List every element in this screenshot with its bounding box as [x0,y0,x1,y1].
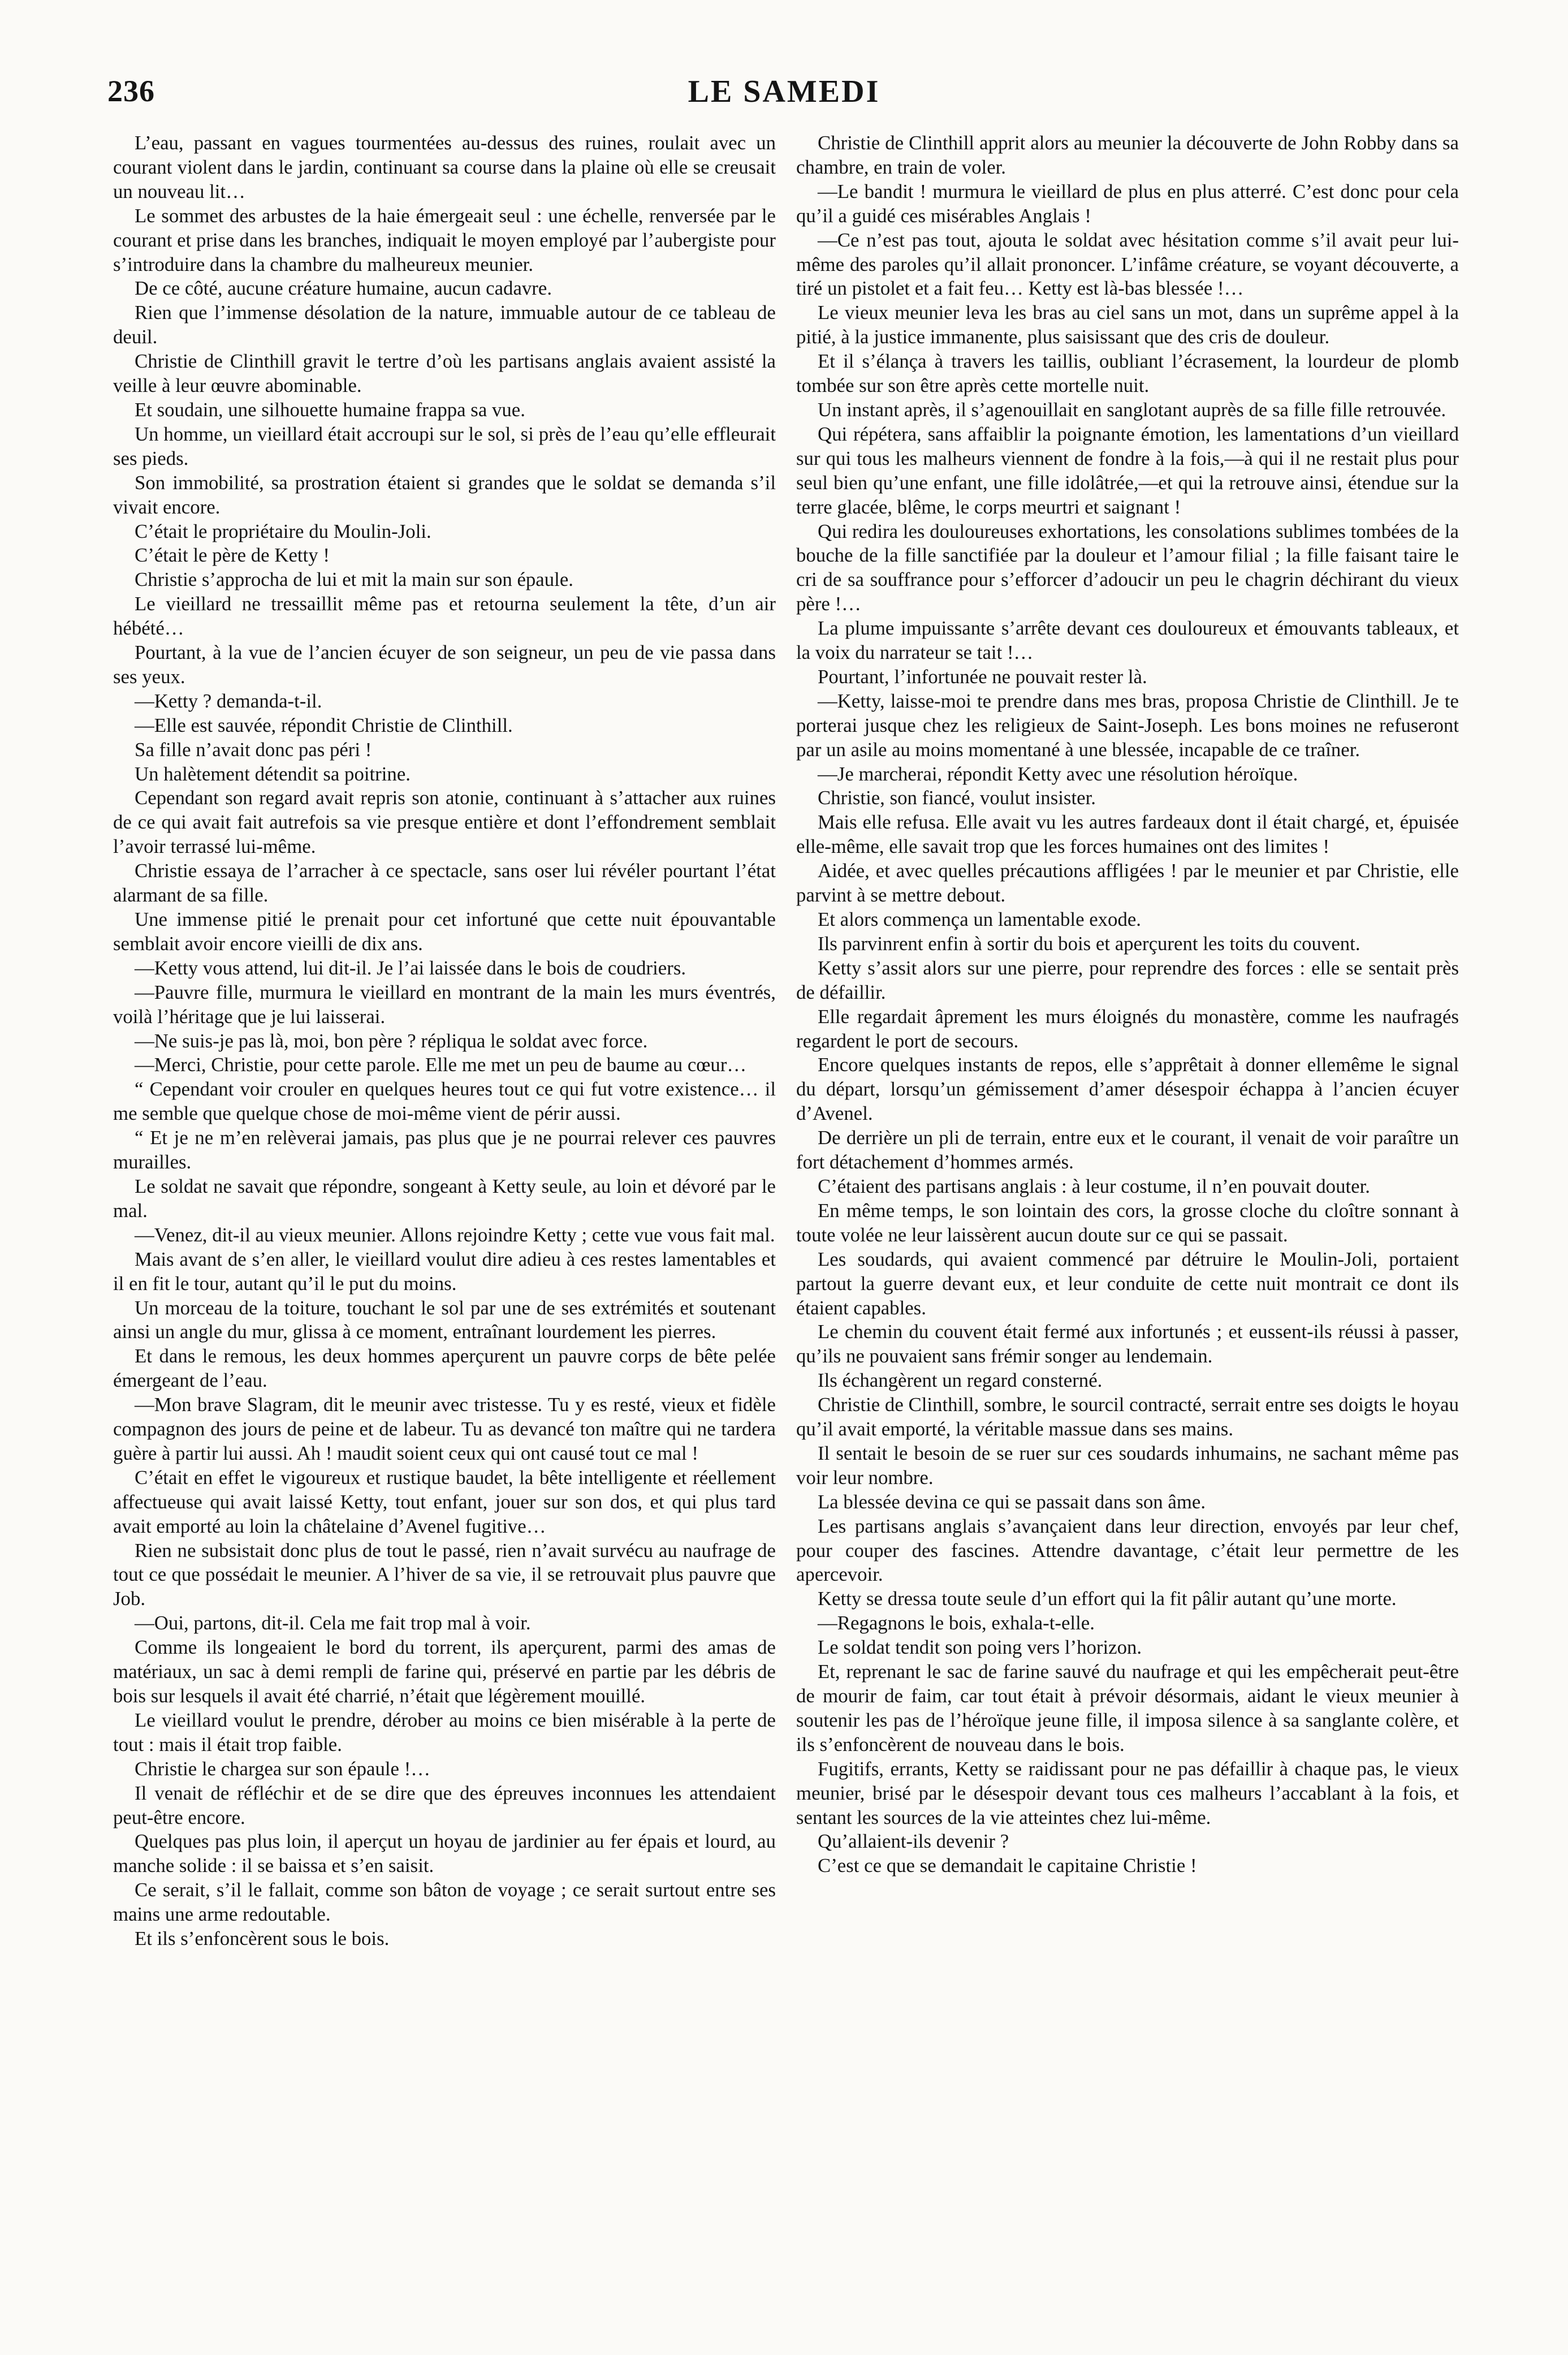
paragraph: —Ketty vous attend, lui dit-il. Je l’ai laissée dans le bois de coudriers. [135,956,686,979]
paragraph: Un instant après, il s’agenouillait en sanglotant auprès de sa fille fille retrouvée. [818,398,1446,421]
paragraph: La plume impuissante s’arrête devant ces douloureux et émouvants tableaux, et la voix du narrateur se tait !… [796,617,1459,664]
paragraph: C’était le père de Ketty ! [135,544,330,567]
paragraph: Un halètement détendit sa poitrine. [135,762,411,785]
paragraph: Ils échangèrent un regard consterné. [818,1369,1103,1392]
paragraph: Christie s’approcha de lui et mit la main sur son épaule. [135,568,573,591]
paragraph: Et alors commença un lamentable exode. [818,908,1141,930]
paragraph: Christie de Clinthill, sombre, le sourcil contracté, serrait entre ses doigts le hoyau qu’il avait emporté, la véritable massue dans ses mains. [796,1394,1459,1440]
paragraph: —Ne suis-je pas là, moi, bon père ? répliqua le soldat avec force. [135,1029,648,1052]
paragraph: —Le bandit ! murmura le vieillard de plus en plus atterré. C’est donc pour cela qu’il a guidé ces misérables Anglais ! [796,180,1459,227]
paragraph: —Ketty ? demanda-t-il. [135,689,322,712]
paragraph: Rien que l’immense désolation de la nature, immuable autour de ce tableau de deuil. [113,301,776,348]
paragraph: —Merci, Christie, pour cette parole. Elle me met un peu de baume au cœur… [135,1054,747,1076]
paragraph: Ce serait, s’il le fallait, comme son bâton de voyage ; ce serait surtout entre ses mains une arme redoutable. [113,1879,776,1926]
paragraph: —Pauvre fille, murmura le vieillard en montrant de la main les murs éventrés, voilà l’héritage que je lui laisserai. [113,981,776,1028]
paragraph: Mais elle refusa. Elle avait vu les autres fardeaux dont il était chargé, et, épuisée elle-même, elle savait trop que les forces humaines ont des limites ! [796,811,1459,858]
journal-title: LE SAMEDI [688,74,880,109]
paragraph: Christie essaya de l’arracher à ce spectacle, sans oser lui révéler pourtant l’état alarmant de sa fille. [113,860,776,907]
paragraph: C’était en effet le vigoureux et rustique baudet, la bête intelligente et réellement affectueuse qui avait laissé Ketty, tout enfant, jouer sur son dos, et qui plus tard avait emporté au loin la châtelaine d’Avenel fugitive… [113,1466,776,1537]
paragraph: Et dans le remous, les deux hommes aperçurent un pauvre corps de bête pelée émergeant de l’eau. [113,1345,776,1392]
paragraph: Christie de Clinthill gravit le tertre d’où les partisans anglais avaient assisté la veille à leur œuvre abominable. [113,350,776,397]
paragraph: Encore quelques instants de repos, elle s’apprêtait à donner ellemême le signal du départ, lorsqu’un gémissement d’amer désespoir échappa à l’ancien écuyer d’Avenel. [796,1054,1459,1125]
page-number: 236 [107,74,155,108]
paragraph: Le chemin du couvent était fermé aux infortunés ; et eussent-ils réussi à passer, qu’ils ne pouvaient sans frémir songer au lendemain. [796,1321,1459,1368]
paragraph: Ils parvinrent enfin à sortir du bois et aperçurent les toits du couvent. [818,932,1360,955]
paragraph: —Elle est sauvée, répondit Christie de Clinthill. [135,714,513,736]
paragraph: “ Cependant voir crouler en quelques heures tout ce qui fut votre existence… il me semble que quelque chose de moi-même vient de périr aussi. [113,1078,776,1125]
paragraph: Ketty s’assit alors sur une pierre, pour reprendre des forces : elle se sentait près de défaillir. [796,956,1459,1003]
paragraph: Fugitifs, errants, Ketty se raidissant pour ne pas défaillir à chaque pas, le vieux meunier, brisé par le désespoir devant tous ces malheurs l’accablant à la fois, et sentant les sources de la vie atteintes chez lui-même. [796,1757,1459,1828]
paragraph: Un homme, un vieillard était accroupi sur le sol, si près de l’eau qu’elle effleurait ses pieds. [113,422,776,469]
paragraph: Et il s’élança à travers les taillis, oubliant l’écrasement, la lourdeur de plomb tombée sur son être après cette mortelle nuit. [796,350,1459,397]
paragraph: Qui redira les douloureuses exhortations, les consolations sublimes tombées de la bouche de la fille sanctifiée par la douleur et l’amour filial ; la fille faisant taire le cri de sa souffrance pour s’efforcer d’adoucir un peu le chagrin déchirant du vieux père !… [796,520,1459,615]
paragraph: C’était le propriétaire du Moulin-Joli. [135,520,431,542]
paragraph: Les partisans anglais s’avançaient dans leur direction, envoyés par leur chef, pour couper des fascines. Attendre davantage, c’était leur permettre de les apercevoir. [796,1515,1459,1586]
paragraph: Les soudards, qui avaient commencé par détruire le Moulin-Joli, portaient partout la guerre devant eux, et leur conduite de cette nuit montrait ce dont ils étaient capables. [796,1248,1459,1319]
paragraph: Cependant son regard avait repris son atonie, continuant à s’attacher aux ruines de ce qui avait fait autrefois sa vie presque entière et dont l’effondrement semblait l’avoir terrassé lui-même. [113,787,776,858]
paragraph: Une immense pitié le prenait pour cet infortuné que cette nuit épouvantable semblait avoir encore vieilli de dix ans. [113,908,776,955]
paragraph: Aidée, et avec quelles précautions affligées ! par le meunier et par Christie, elle parvint à se mettre debout. [796,860,1459,907]
paragraph: —Ce n’est pas tout, ajouta le soldat avec hésitation comme s’il avait peur lui-même des paroles qu’il allait prononcer. L’infâme créature, se voyant découverte, a tiré un pistolet et a fait feu… Ketty est là-bas blessée !… [796,228,1459,300]
paragraph: —Oui, partons, dit-il. Cela me fait trop mal à voir. [135,1612,531,1634]
paragraph: Et ils s’enfoncèrent sous le bois. [135,1927,390,1950]
paragraph: Son immobilité, sa prostration étaient si grandes que le soldat se demanda s’il vivait encore. [113,471,776,518]
paragraph: Christie le chargea sur son épaule !… [135,1757,431,1780]
paragraph: Elle regardait âprement les murs éloignés du monastère, comme les naufragés regardent le port de secours. [796,1005,1459,1052]
paragraph: Comme ils longeaient le bord du torrent, ils aperçurent, parmi des amas de matériaux, un sac à demi rempli de farine qui, préservé en partie par les débris de bois sur lesquels il avait été charrié, n’était que légèrement mouillé. [113,1636,776,1707]
paragraph: Il sentait le besoin de se ruer sur ces soudards inhumains, ne sachant même pas voir leur nombre. [796,1442,1459,1489]
paragraph: Le soldat tendit son poing vers l’horizon. [818,1636,1142,1659]
paragraph: Rien ne subsistait donc plus de tout le passé, rien n’avait survécu au naufrage de tout ce que possédait le meunier. A l’hiver de sa vie, il se retrouvait plus pauvre que Job. [113,1539,776,1610]
paragraph: “ Et je ne m’en relèverai jamais, pas plus que je ne pourrai relever ces pauvres murailles. [113,1127,776,1174]
paragraph: Le sommet des arbustes de la haie émergeait seul : une échelle, renversée par le courant et prise dans les branches, indiquait le moyen employé par l’aubergiste pour s’introduire dans la chambre du malheureux meunier. [113,204,776,275]
paragraph: De ce côté, aucune créature humaine, aucun cadavre. [135,277,552,300]
paragraph: En même temps, le son lointain des cors, la grosse cloche du cloître sonnant à toute volée ne leur laissèrent aucun doute sur ce qui se passait. [796,1199,1459,1246]
paragraph: —Je marcherai, répondit Ketty avec une résolution héroïque. [818,762,1298,785]
left-column [113,131,776,1951]
paragraph: La blessée devina ce qui se passait dans son âme. [818,1490,1206,1513]
paragraph: C’est ce que se demandait le capitaine Christie ! [818,1854,1197,1877]
paragraph: Quelques pas plus loin, il aperçut un hoyau de jardinier au fer épais et lourd, au manche solide : il se baissa et s’en saisit. [113,1830,776,1877]
paragraph: Le vieux meunier leva les bras au ciel sans un mot, dans un suprême appel à la pitié, à la justice immanente, plus saisissant que des cris de douleur. [796,301,1459,348]
paragraph: Et, reprenant le sac de farine sauvé du naufrage et qui les empêcherait peut-être de mourir de faim, car tout était à prévoir désormais, aidant le vieux meunier à soutenir les pas de l’héroïque jeune fille, il imposa silence à sa sanglante colère, et ils s’enfoncèrent de nouveau dans le bois. [796,1660,1459,1756]
page-header [107,74,1461,119]
paragraph: Mais avant de s’en aller, le vieillard voulut dire adieu à ces restes lamentables et il en fit le tour, autant qu’il le put du moins. [113,1248,776,1295]
paragraph: Le vieillard ne tressaillit même pas et retourna seulement la tête, d’un air hébété… [113,593,776,640]
paragraph: Il venait de réfléchir et de se dire que des épreuves inconnues les attendaient peut-être encore. [113,1782,776,1828]
paragraph: Qui répétera, sans affaiblir la poignante émotion, les lamentations d’un vieillard sur qui tous les malheurs viennent de fondre à la fois,—à qui il ne restait plus pour seul bien qu’une enfant, une fille idolâtrée,—et qui la retrouve ainsi, étendue sur la terre glacée, blême, le corps meurtri et saignant ! [796,422,1459,518]
paragraph: Ketty se dressa toute seule d’un effort qui la fit pâlir autant qu’une morte. [818,1588,1397,1610]
paragraph: L’eau, passant en vagues tourmentées au-dessus des ruines, roulait avec un courant violent dans le jardin, continuant sa course dans la plaine où elle se creusait un nouveau lit… [113,132,776,202]
paragraph: Le vieillard voulut le prendre, dérober au moins ce bien misérable à la perte de tout : mais il était trop faible. [113,1709,776,1756]
paragraph: —Ketty, laisse-moi te prendre dans mes bras, proposa Christie de Clinthill. Je te porterai jusque chez les religieux de Saint-Joseph. Les bons moines ne refuseront par un asile au moins momentané à une blessée, incapable de ce traîner. [796,689,1459,761]
paragraph: —Venez, dit-il au vieux meunier. Allons rejoindre Ketty ; cette vue vous fait mal. [135,1223,775,1246]
paragraph: Christie, son fiancé, voulut insister. [818,787,1096,809]
paragraph: C’étaient des partisans anglais : à leur costume, il n’en pouvait douter. [818,1175,1370,1197]
paragraph: Et soudain, une silhouette humaine frappa sa vue. [135,398,525,421]
paragraph: Sa fille n’avait donc pas péri ! [135,738,372,761]
paragraph: Christie de Clinthill apprit alors au meunier la découverte de John Robby dans sa chambre, en train de voler. [796,132,1459,178]
paragraph: —Regagnons le bois, exhala-t-elle. [818,1612,1095,1634]
paragraph: Pourtant, l’infortunée ne pouvait rester là. [818,665,1147,688]
paragraph: Le soldat ne savait que répondre, songeant à Ketty seule, au loin et dévoré par le mal. [113,1175,776,1222]
paragraph: —Mon brave Slagram, dit le meunir avec tristesse. Tu y es resté, vieux et fidèle compagnon des jours de peine et de labeur. Tu as devancé ton maître qui ne tardera guère à partir lui aussi. Ah ! maudit soient ceux qui ont causé tout ce mal ! [113,1394,776,1464]
paragraph: Qu’allaient-ils devenir ? [818,1830,1009,1853]
paragraph: Pourtant, à la vue de l’ancien écuyer de son seigneur, un peu de vie passa dans ses yeux. [113,641,776,688]
paragraph: De derrière un pli de terrain, entre eux et le courant, il venait de voir paraître un fort détachement d’hommes armés. [796,1127,1459,1174]
right-column [796,131,1459,1878]
paragraph: Un morceau de la toiture, touchant le sol par une de ses extrémités et soutenant ainsi un angle du mur, glissa à ce moment, entraînant lourdement les pierres. [113,1296,776,1343]
